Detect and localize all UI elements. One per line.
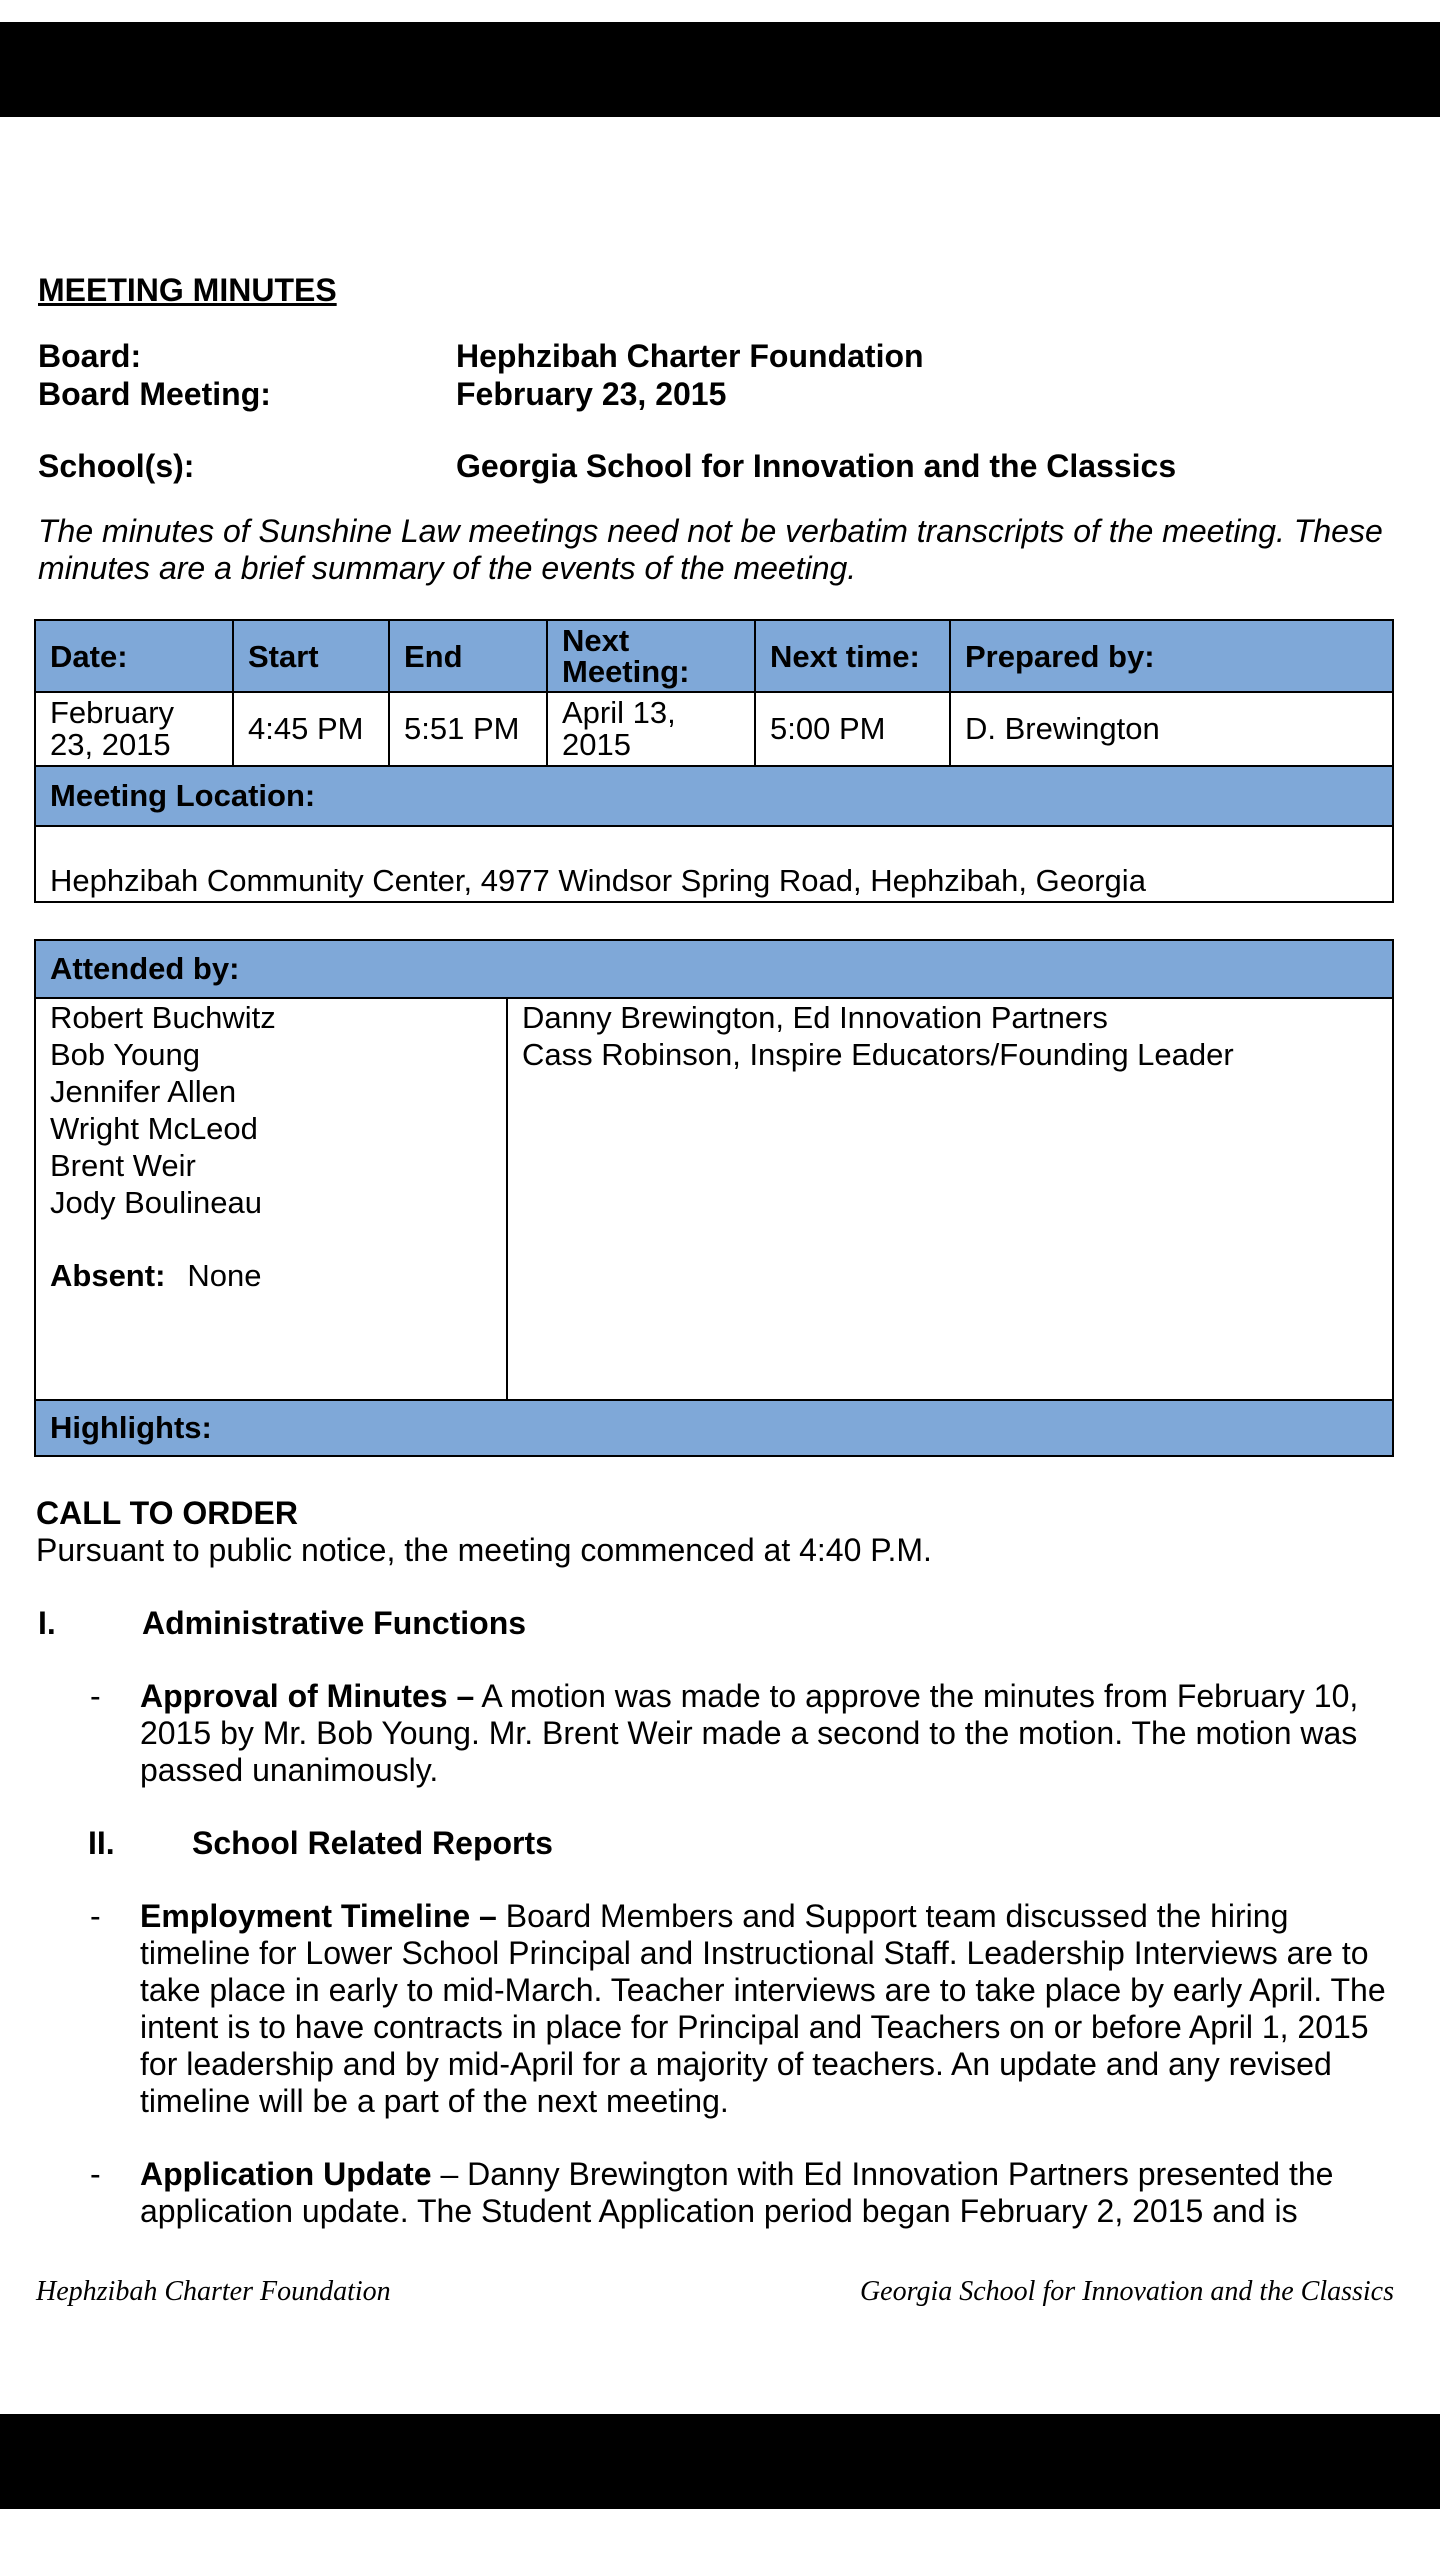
meeting-location-header: Meeting Location: xyxy=(35,766,1393,826)
board-members-cell xyxy=(35,998,507,1400)
board-meeting-label: Board Meeting: xyxy=(38,376,271,412)
absent-line xyxy=(50,1257,492,1294)
item-lead: Employment Timeline – xyxy=(140,1898,497,1934)
call-to-order-heading: CALL TO ORDER xyxy=(36,1495,298,1531)
school-row xyxy=(36,447,1394,485)
other-attendee: Danny Brewington, Ed Innovation Partners xyxy=(522,1000,1108,1035)
highlights-header: Highlights: xyxy=(35,1400,1393,1456)
bullet-dash: - xyxy=(90,1898,101,1934)
start-value: 4:45 PM xyxy=(233,692,389,766)
item-lead: Application Update xyxy=(140,2156,432,2192)
attendee-name: Jennifer Allen xyxy=(50,1074,237,1109)
next-time-value: 5:00 PM xyxy=(755,692,950,766)
school-label: School(s): xyxy=(38,448,195,484)
attendee-name: Robert Buchwitz xyxy=(50,1000,276,1035)
footer-left: Hephzibah Charter Foundation xyxy=(36,2276,391,2307)
attendee-name: Brent Weir xyxy=(50,1148,196,1183)
footer-right: Georgia School for Innovation and the Classics xyxy=(859,2276,1394,2307)
attendee-name: Wright McLeod xyxy=(50,1111,258,1146)
item-text: A motion was made to approve the minutes from February 10, 2015 by Mr. Bob Young. Mr. Brent Weir made a second to the motion. The motion was passed unanimously. xyxy=(140,1678,1359,1788)
prepared-by-value: D. Brewington xyxy=(950,692,1393,766)
bullet-dash: - xyxy=(90,1678,101,1714)
bullet-dash: - xyxy=(90,2156,101,2192)
next-meeting-header: Next Meeting: xyxy=(547,620,755,692)
employment-timeline-item xyxy=(36,1898,1394,2120)
document-page xyxy=(36,268,1394,2230)
section-number: I. xyxy=(38,1605,56,1641)
section-title: Administrative Functions xyxy=(142,1605,527,1641)
absent-value: None xyxy=(187,1258,262,1293)
next-time-header: Next time: xyxy=(755,620,950,692)
document-title: MEETING MINUTES xyxy=(38,272,337,308)
attendance-table xyxy=(34,939,1394,1457)
other-attendee: Cass Robinson, Inspire Educators/Founding Leader xyxy=(522,1037,1234,1072)
prepared-by-header: Prepared by: xyxy=(950,620,1393,692)
attendee-name: Bob Young xyxy=(50,1037,201,1072)
item-text: – Danny Brewington with Ed Innovation Partners presented the application update. The Student Application period began February 2, 2015 and is xyxy=(140,2156,1334,2229)
section-title: School Related Reports xyxy=(192,1825,553,1861)
bottom-black-bar xyxy=(0,2414,1440,2509)
top-black-bar xyxy=(0,22,1440,117)
attended-by-header: Attended by: xyxy=(35,940,1393,998)
disclaimer-text: The minutes of Sunshine Law meetings need not be verbatim transcripts of the meeting. These minutes are a brief summary of the events of the meeting. xyxy=(38,513,1383,586)
other-attendees-cell xyxy=(507,998,1393,1400)
date-header: Date: xyxy=(35,620,233,692)
section-heading-1 xyxy=(36,1605,1394,1642)
end-header: End xyxy=(389,620,547,692)
approval-of-minutes-item xyxy=(36,1678,1394,1789)
date-value: February 23, 2015 xyxy=(35,692,233,766)
absent-label: Absent: xyxy=(50,1258,166,1293)
section-heading-2 xyxy=(88,1825,1394,1862)
next-meeting-value: April 13, 2015 xyxy=(547,692,755,766)
board-value: Hephzibah Charter Foundation xyxy=(456,338,924,374)
start-header: Start xyxy=(233,620,389,692)
application-update-item xyxy=(36,2156,1394,2230)
item-lead: Approval of Minutes – xyxy=(140,1678,475,1714)
board-meeting-row xyxy=(36,375,1394,413)
end-value: 5:51 PM xyxy=(389,692,547,766)
attendee-name: Jody Boulineau xyxy=(50,1185,262,1220)
meeting-info-table xyxy=(34,619,1394,903)
call-to-order xyxy=(36,1495,1394,1569)
meeting-location-value: Hephzibah Community Center, 4977 Windsor Spring Road, Hephzibah, Georgia xyxy=(35,826,1393,902)
item-text: Board Members and Support team discussed the hiring timeline for Lower School Principal and Instructional Staff. Leadership Interviews are to take place in early to mid-March. Teacher interviews are to take place by early April. The intent is to have contracts in place for Principal and Teachers on or before April 1, 2015 for leadership and by mid-April for a majority of teachers. An update and any revised timeline will be a part of the next meeting. xyxy=(140,1898,1386,2119)
page-footer xyxy=(36,2276,1394,2308)
section-number: II. xyxy=(88,1825,115,1861)
board-label: Board: xyxy=(38,338,142,374)
board-meeting-value: February 23, 2015 xyxy=(456,376,727,412)
board-row xyxy=(36,337,1394,375)
school-value: Georgia School for Innovation and the Classics xyxy=(456,448,1177,484)
call-to-order-text: Pursuant to public notice, the meeting commenced at 4:40 P.M. xyxy=(36,1532,932,1568)
